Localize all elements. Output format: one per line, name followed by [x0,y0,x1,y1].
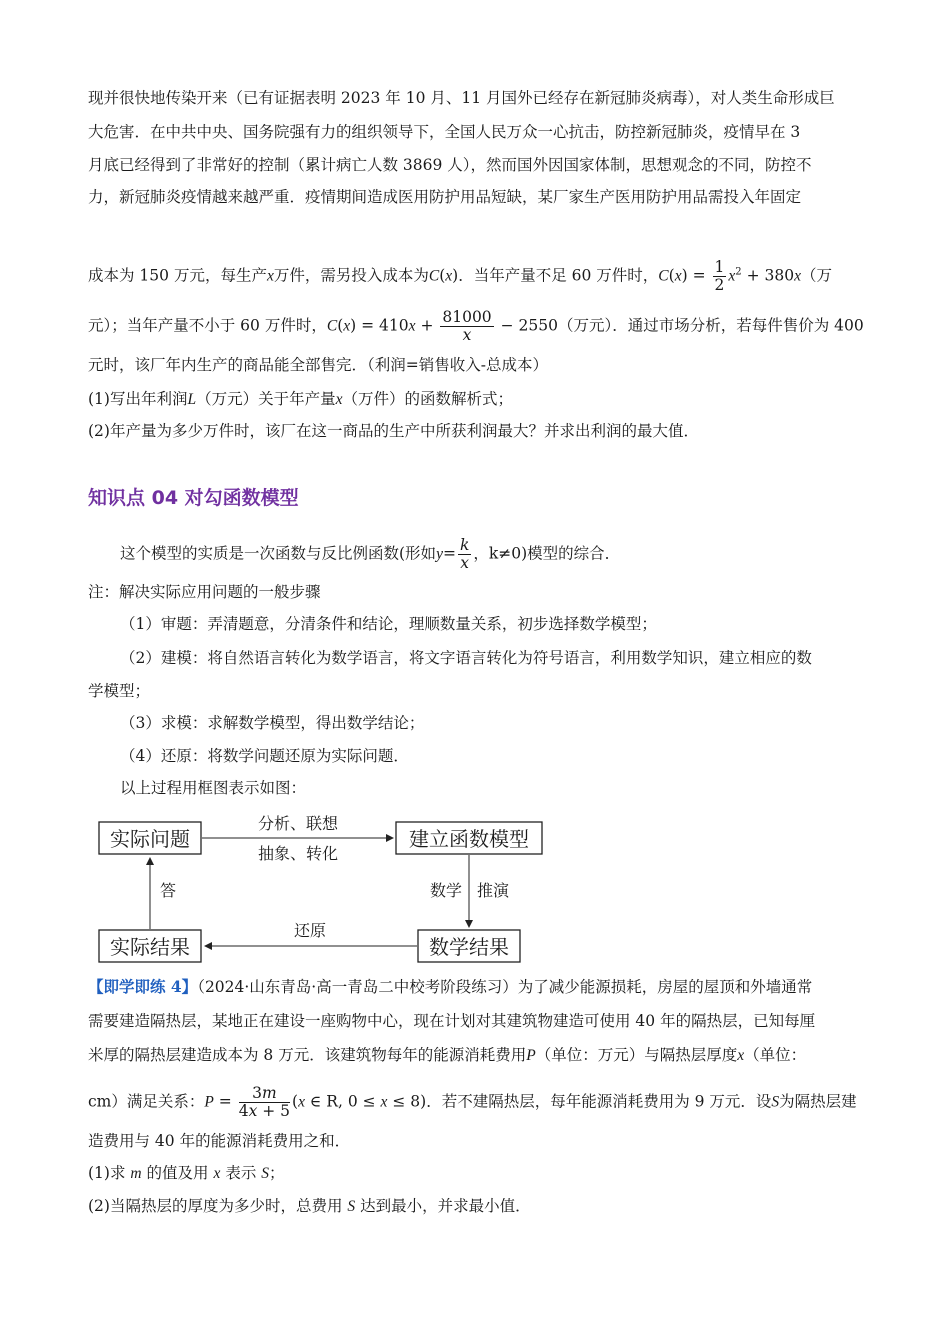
question-2: (2)年产量为多少万件时，该厂在这一商品的生产中所获利润最大？并求出利润的最大值． [88,422,699,440]
practice-question-1: (1)求 m 的值及用 x 表示 S； [88,1164,285,1182]
arrow-top-upper-label: 分析、联想 [257,814,339,833]
step-2-cont: 学模型； [88,682,151,700]
fraction: $\frac{3m}{4x + 5}$ [238,1084,291,1120]
fraction: $\frac{k}{x}$ [459,536,470,572]
step-2: （2）建模：将自然语言转化为数学语言，将文字语言转化为符号语言，利用数学知识，建立相应的数 [120,649,812,667]
practice-tag: 【即学即练 4】 [88,977,198,996]
paragraph-line: 现并很快地传染开来（已有证据表明 2023 年 10 月、11 月国外已经存在新冠肺炎病毒），对人类生命形成巨 [88,89,835,107]
box-math-result-label: 数学结果 [429,935,509,959]
fraction: $\frac{81000}{x}$ [442,308,492,344]
practice-line: cm）满足关系：P = $\frac{3m}{4x + 5}$ (x ∈ R, 0 ≤ x ≤ 8)．若不建隔热层，每年能源消耗费用为 9 万元．设S为隔热层建 [88,1084,857,1120]
fraction: $\frac{1}{2}$ [714,258,725,294]
step-3: （3）求模：求解数学模型，得出数学结论； [120,714,425,732]
intro-line: 这个模型的实质是一次函数与反比例函数(形如y= $\frac{k}{x}$ ，k≠0)模型的综合． [120,536,621,572]
paragraph-line: 成本为 150 万元，每生产x万件，需另投入成本为C(x)．当年产量不足 60 万件时，C(x) = $\frac{1}{2}$ $x^2 + 380x$（万 [88,258,832,294]
practice-line: 米厚的隔热层建造成本为 8 万元．该建筑物每年的能源消耗费用P（单位：万元）与隔热层厚度x（单位： [88,1046,807,1064]
arrow-right-right-label: 推演 [476,881,510,900]
box-actual-problem-label: 实际问题 [110,827,190,851]
arrow-bottom-label: 还原 [293,921,327,940]
paragraph-line: 元时，该厂年内生产的商品能全部售完．（利润=销售收入-总成本） [88,356,548,374]
practice-question-2: (2)当隔热层的厚度为多少时，总费用 S 达到最小，并求最小值． [88,1197,531,1215]
paragraph-line: 力，新冠肺炎疫情越来越严重．疫情期间造成医用防护用品短缺，某厂家生产医用防护用品需投入年固定 [88,188,802,206]
question-1: (1)写出年利润L（万元）关于年产量x（万件）的函数解析式； [88,390,514,408]
practice-line: 造费用与 40 年的能源消耗费用之和． [88,1132,351,1150]
arrow-top-lower-label: 抽象、转化 [257,844,339,863]
arrow-left-label: 答 [159,881,177,900]
practice-line: 【即学即练 4】（2024·山东青岛·高一青岛二中校考阶段练习）为了减少能源损耗，房屋的屋顶和外墙通常 [88,977,813,996]
paragraph-line: 元）；当年产量不小于 60 万件时，C(x) = 410x + $\frac{81000}{x}$ − 2550（万元）．通过市场分析，若每件售价为 400 [88,308,864,344]
diagram-intro: 以上过程用框图表示如图： [120,779,307,797]
practice-line: 需要建造隔热层，某地正在建设一座购物中心，现在计划对其建筑物建造可使用 40 年的隔热层，已知每厘 [88,1012,816,1030]
paragraph-line: 大危害．在中共中央、国务院强有力的组织领导下，全国人民万众一心抗击，防控新冠肺炎，疫情早在 3 [88,123,801,141]
paragraph-line: 月底已经得到了非常好的控制（累计病亡人数 3869 人），然而国外因国家体制，思想观念的不同，防控不 [88,156,812,174]
box-actual-result-label: 实际结果 [110,935,190,959]
note-line: 注：解决实际应用问题的一般步骤 [88,583,321,601]
step-4: （4）还原：将数学问题还原为实际问题． [120,747,409,765]
step-1: （1）审题：弄清题意，分清条件和结论，理顺数量关系，初步选择数学模型； [120,615,657,633]
arrow-right-left-label: 数学 [429,881,463,900]
box-build-model-label: 建立函数模型 [409,827,529,851]
section-heading: 知识点 04 对勾函数模型 [88,487,299,509]
